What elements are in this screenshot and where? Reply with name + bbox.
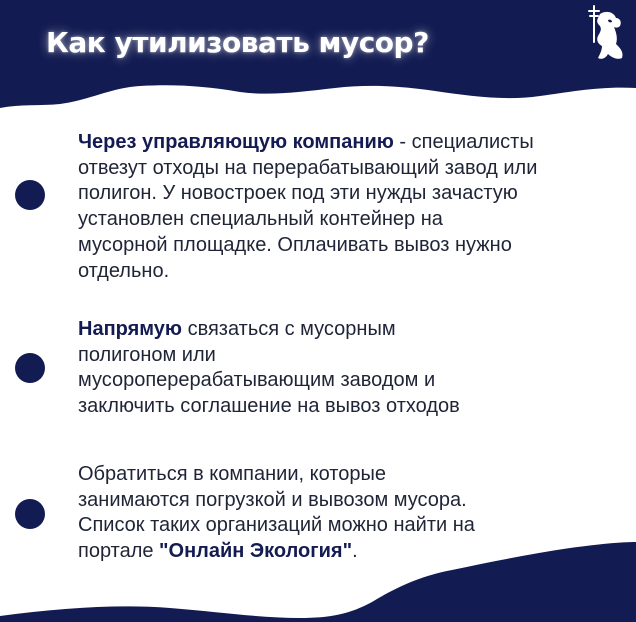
paragraph-line: полигоном или	[78, 343, 216, 366]
paragraph-line: отдельно.	[78, 259, 170, 282]
bullet-2	[15, 353, 45, 383]
paragraph-line: мусороперерабатывающим заводом и	[78, 369, 436, 392]
paragraph-line: установлен специальный контейнер на	[78, 208, 443, 231]
bottom-wave-background	[0, 542, 636, 622]
online-ecology-portal-name: "Онлайн Экология"	[159, 540, 353, 563]
lion-emblem-icon	[578, 4, 628, 62]
paragraph-direct-contact	[78, 317, 460, 420]
page-title: Как утилизовать мусор?	[46, 26, 429, 59]
paragraph-line: Через управляющую компанию - специалисты	[78, 131, 534, 153]
bullet-3	[15, 499, 45, 529]
paragraph-line: полигон. У новостроек под эти нужды зачастую	[78, 182, 518, 205]
header-wave-background	[0, 0, 636, 125]
paragraph-line: занимаются погрузкой и вывозом мусора.	[78, 488, 467, 511]
paragraph-management-company	[78, 130, 537, 284]
paragraph-line: отвезут отходы на перерабатывающий завод или	[78, 156, 538, 179]
paragraph-line: Список таких организаций можно найти на	[78, 514, 475, 537]
paragraph-line: Обратиться в компании, которые	[78, 463, 386, 485]
bullet-1	[15, 180, 45, 210]
paragraph-line: заключить соглашение на вывоз отходов	[78, 395, 460, 418]
paragraph-line: Напрямую связаться с мусорным	[78, 318, 396, 340]
paragraph-line: мусорной площадке. Оплачивать вывоз нужно	[78, 233, 512, 256]
paragraph-line: портале "Онлайн Экология".	[78, 540, 358, 563]
